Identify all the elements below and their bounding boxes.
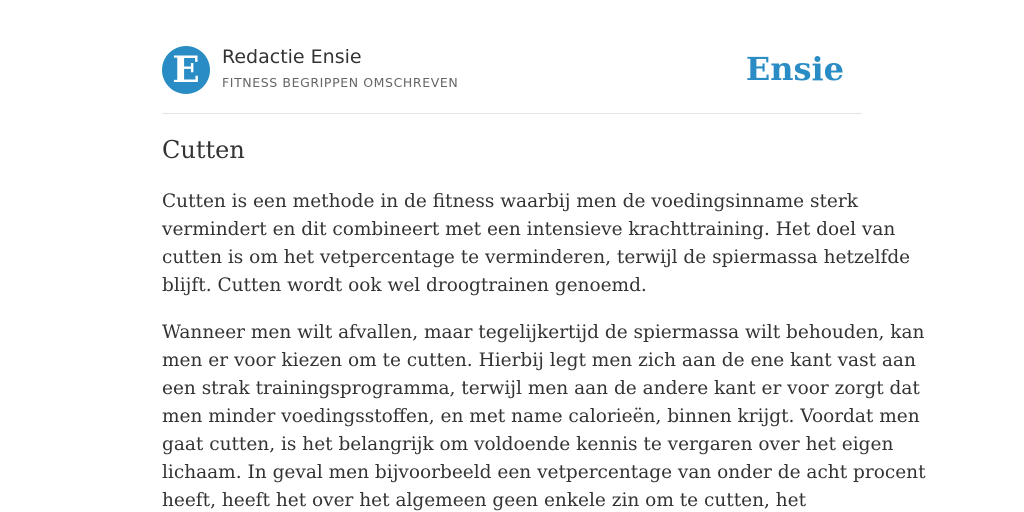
text-line: cutten is om het vetpercentage te verminderen, terwijl de spiermassa hetzelfde: [162, 247, 911, 268]
brand-logo[interactable]: Ensie: [745, 50, 844, 88]
paragraph: [162, 188, 911, 300]
text-line: Wanneer men wilt afvallen, maar tegelijkertijd de spiermassa wilt behouden, kan: [162, 322, 925, 343]
author-subtitle: FITNESS BEGRIPPEN OMSCHREVEN: [222, 75, 459, 90]
text-line: men er voor kiezen om te cutten. Hierbij legt men zich aan de ene kant vast aan: [162, 350, 916, 371]
article-body: [162, 188, 926, 512]
text-line: blijft. Cutten wordt ook wel droogtrainen genoemd.: [162, 275, 647, 296]
text-line: Cutten is een methode in de fitness waarbij men de voedingsinname sterk: [162, 191, 858, 212]
text-line: men minder voedingsstoffen, en met name calorieën, binnen krijgt. Voordat men: [162, 406, 920, 427]
text-line: heeft, heeft het over het algemeen geen enkele zin om te cutten, het: [162, 490, 807, 511]
text-line: een strak trainingsprogramma, terwijl men aan de andere kant er voor zorgt dat: [162, 378, 920, 399]
author-name[interactable]: Redactie Ensie: [222, 46, 362, 68]
article-title: Cutten: [162, 136, 245, 164]
text-line: gaat cutten, is het belangrijk om voldoende kennis te vergaren over het eigen: [162, 434, 894, 455]
text-line: lichaam. In geval men bijvoorbeeld een vetpercentage van onder de acht procent: [162, 462, 926, 483]
header-divider: [162, 113, 862, 114]
author-avatar[interactable]: E: [162, 46, 210, 94]
article-header: [162, 46, 862, 96]
paragraph: [162, 319, 926, 512]
text-line: vermindert en dit combineert met een intensieve krachttraining. Het doel van: [162, 219, 896, 240]
